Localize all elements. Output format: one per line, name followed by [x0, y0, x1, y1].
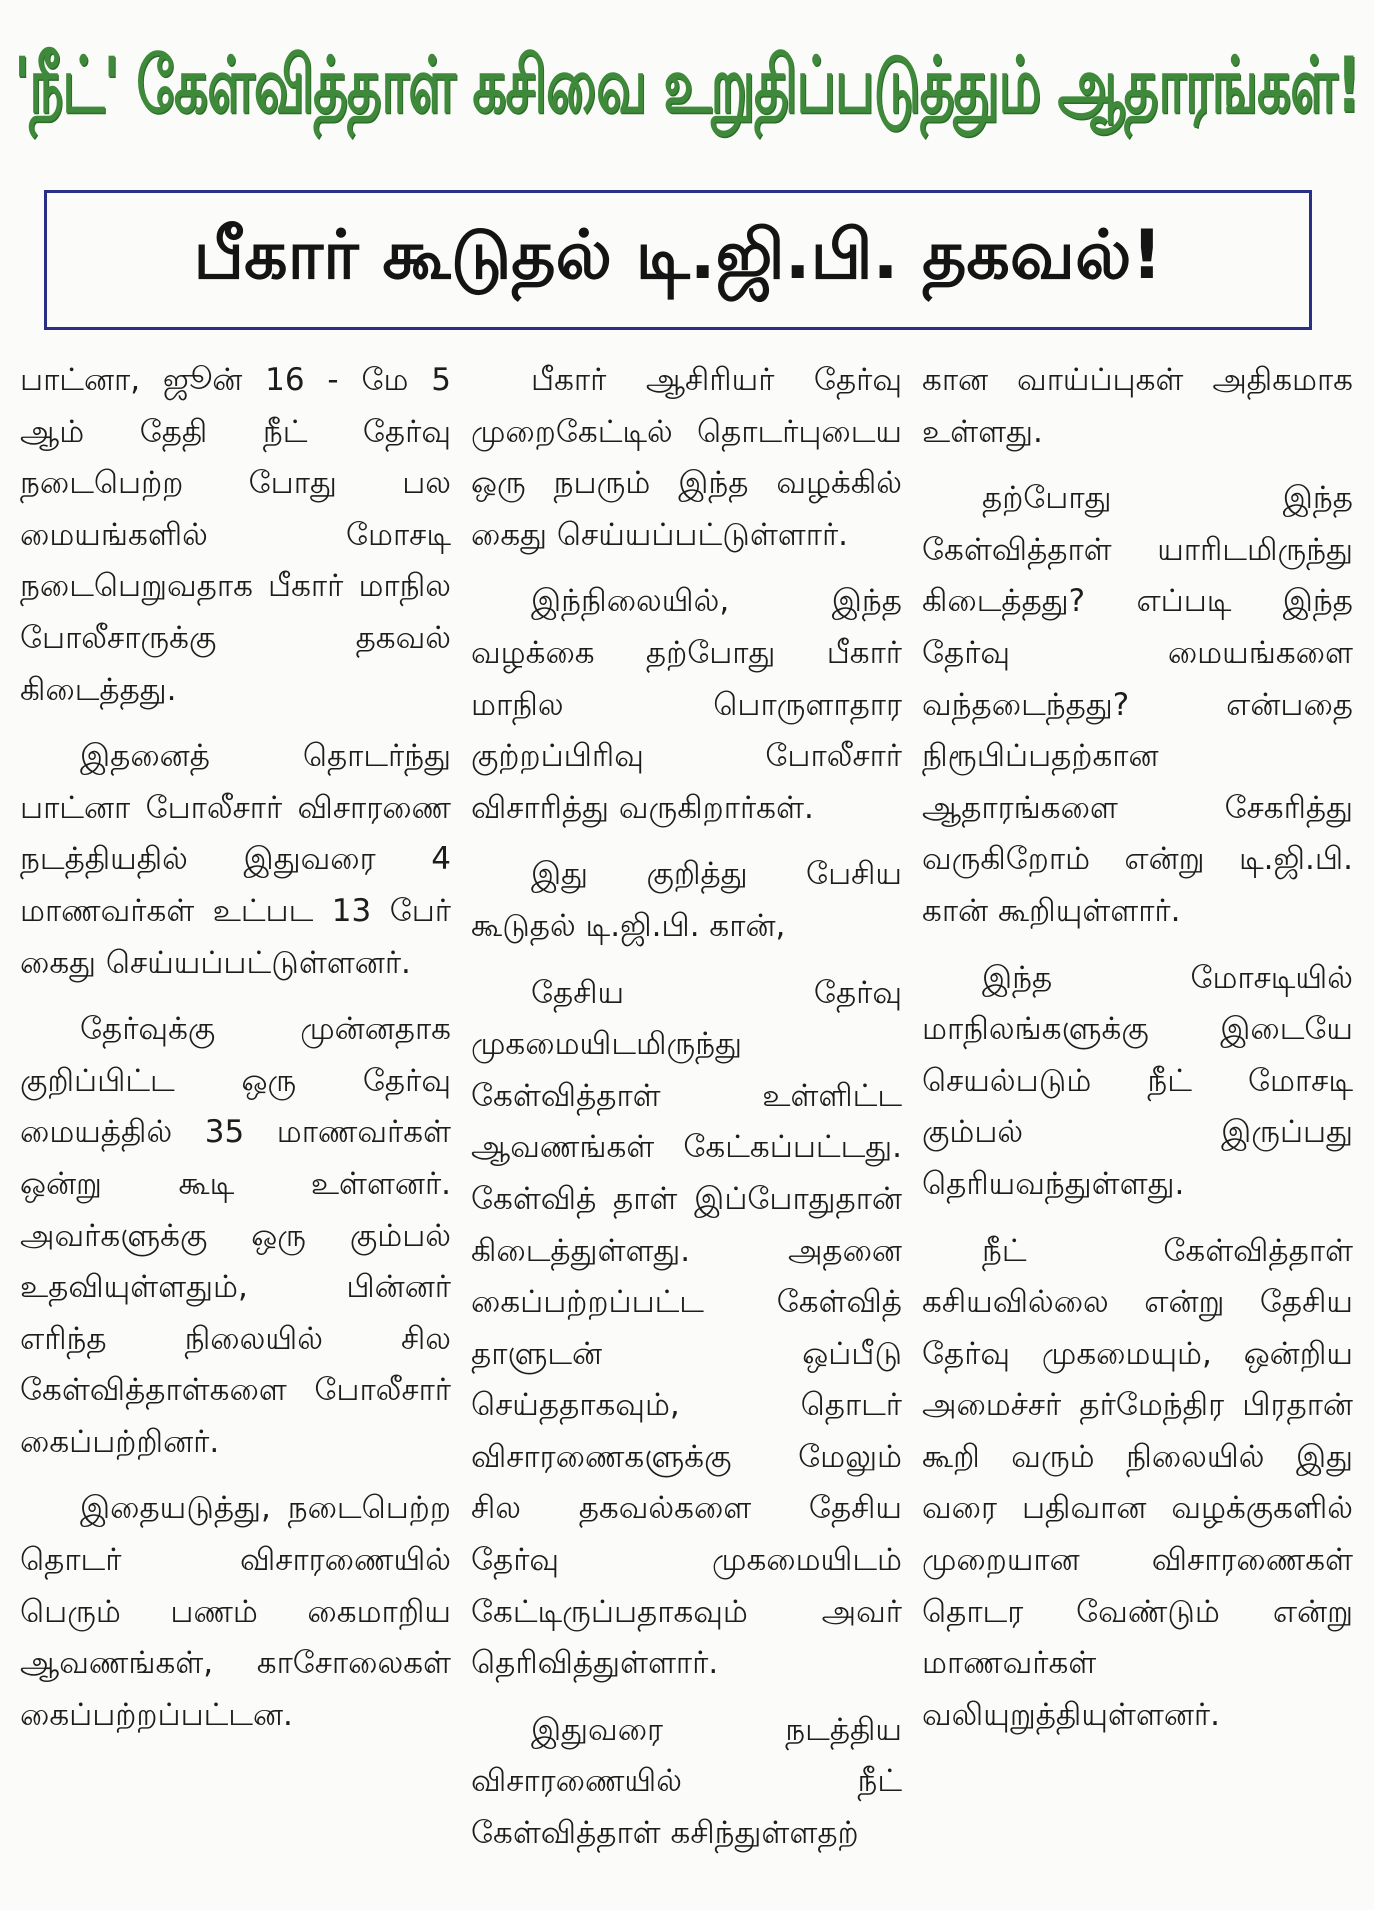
headline [0, 0, 1374, 180]
paragraph: இந்த மோசடியில் மாநிலங்களுக்கு இடையே செயல்படும் நீட் மோசடி கும்பல் இருப்பது தெரியவந்துள்ளது. [922, 959, 1353, 1202]
paragraph: இது குறித்து பேசிய கூடுதல் டி.ஜி.பி. கான், [471, 856, 902, 944]
subheadline-text: பீகார் கூடுதல் டி.ஜி.பி. தகவல்! [193, 216, 1163, 295]
article-column-2 [461, 355, 912, 1905]
article-column-3 [912, 355, 1363, 1905]
subheadline-box [44, 190, 1312, 330]
article-columns [10, 355, 1364, 1905]
paragraph: இதையடுத்து, நடைபெற்ற தொடர் விசாரணையில் பெரும் பணம் கைமாறிய ஆவணங்கள், காசோலைகள் கைப்பற்றப்பட்டன. [20, 1490, 451, 1733]
paragraph: இதுவரை நடத்திய விசாரணையில் நீட் கேள்வித்தாள் கசிந்துள்ளதற் [471, 1711, 902, 1852]
paragraph: நீட் கேள்வித்தாள் கசியவில்லை என்று தேசிய தேர்வு முகமையும், ஒன்றிய அமைச்சர் தர்மேந்திர பிரதான் கூறி வரும் நிலையில் இது வரை பதிவான வழக்குகளில் முறையான விசாரணைகள் தொடர வேண்டும் என்று மாணவர்கள் வலியுறுத்தியுள்ளனர். [922, 1232, 1353, 1733]
headline-text: 'நீட்' கேள்வித்தாள் கசிவை உறுதிப்படுத்தும் ஆதாரங்கள்! [14, 39, 1360, 130]
article-column-1 [10, 355, 461, 1905]
paragraph: பாட்னா, ஜூன் 16 - மே 5 ஆம் தேதி நீட் தேர்வு நடைபெற்ற போது பல மையங்களில் மோசடி நடைபெறுவதாக பீகார் மாநில போலீசாருக்கு தகவல் கிடைத்தது. [20, 362, 451, 708]
paragraph: கான வாய்ப்புகள் அதிகமாக உள்ளது. [922, 362, 1353, 450]
paragraph: இந்நிலையில், இந்த வழக்கை தற்போது பீகார் மாநில பொருளாதார குற்றப்பிரிவு போலீசார் விசாரித்து வருகிறார்கள். [471, 583, 902, 826]
paragraph: பீகார் ஆசிரியர் தேர்வு முறைகேட்டில் தொடர்புடைய ஒரு நபரும் இந்த வழக்கில் கைது செய்யப்பட்டுள்ளார். [471, 362, 902, 553]
paragraph: இதனைத் தொடர்ந்து பாட்னா போலீசார் விசாரணை நடத்தியதில் இதுவரை 4 மாணவர்கள் உட்பட 13 பேர் கைது செய்யப்பட்டுள்ளனர். [20, 738, 451, 981]
paragraph: தற்போது இந்த கேள்வித்தாள் யாரிடமிருந்து கிடைத்தது? எப்படி இந்த தேர்வு மையங்களை வந்தடைந்தது? என்பதை நிரூபிப்பதற்கான ஆதாரங்களை சேகரித்து வருகிறோம் என்று டி.ஜி.பி. கான் கூறியுள்ளார். [922, 480, 1353, 929]
paragraph: தேர்வுக்கு முன்னதாக குறிப்பிட்ட ஒரு தேர்வு மையத்தில் 35 மாணவர்கள் ஒன்று கூடி உள்ளனர். அவர்களுக்கு ஒரு கும்பல் உதவியுள்ளதும், பின்னர் எரிந்த நிலையில் சில கேள்வித்தாள்களை போலீசார் கைப்பற்றினர். [20, 1011, 451, 1460]
paragraph: தேசிய தேர்வு முகமையிடமிருந்து கேள்வித்தாள் உள்ளிட்ட ஆவணங்கள் கேட்கப்பட்டது. கேள்வித் தாள் இப்போதுதான் கிடைத்துள்ளது. அதனை கைப்பற்றப்பட்ட கேள்வித் தாளுடன் ஒப்பீடு செய்ததாகவும், தொடர் விசாரணைகளுக்கு மேலும் சில தகவல்களை தேசிய தேர்வு முகமையிடம் கேட்டிருப்பதாகவும் அவர் தெரிவித்துள்ளார். [471, 974, 902, 1682]
